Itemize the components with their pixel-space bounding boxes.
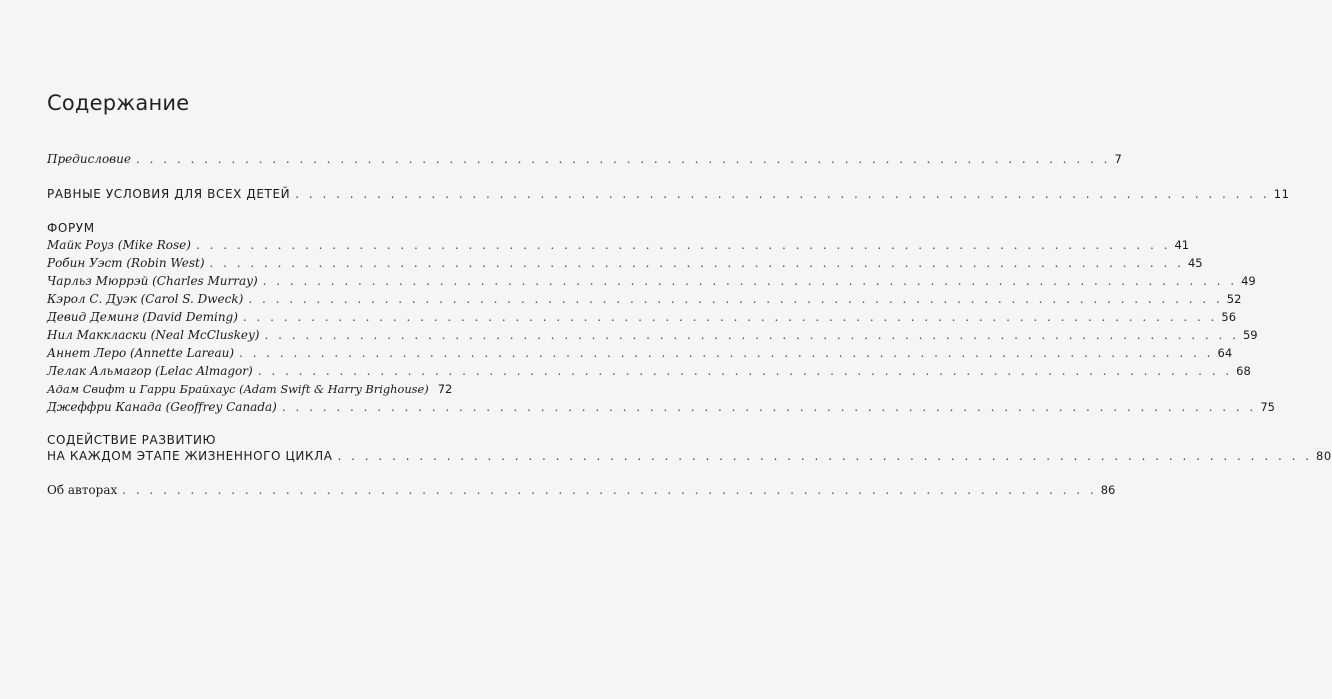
toc-entry-forum[interactable] [47,273,1256,289]
toc-entry-forum[interactable] [47,381,453,397]
toc-entry-label: Адам Свифт и Гарри Брайхаус (Adam Swift & Harry Brighouse) [47,382,429,396]
toc-entry-forum[interactable] [47,291,1242,307]
toc-entry-label: Робин Уэст (Robin West) [47,256,205,270]
toc-entry-label: Лелак Альмагор (Lelac Almagor) [47,364,253,378]
dot-leader [258,363,1232,379]
toc-entry-label: Нил Макклaски (Neal McCluskey) [47,328,260,342]
toc-entry-page: 59 [1242,328,1258,342]
toc-entry-page: 56 [1221,310,1237,324]
dot-leader [122,482,1096,498]
page-title: Содержание [47,91,190,115]
toc-entry-label: Предисловие [47,152,131,166]
dot-leader [282,399,1256,415]
toc-entry-label: РАВНЫЕ УСЛОВИЯ ДЛЯ ВСЕХ ДЕТЕЙ [47,187,291,201]
toc-entry-page: 7 [1114,152,1122,166]
toc-entry-forum[interactable] [47,399,1275,415]
toc-entry-page: 68 [1236,364,1251,378]
toc-entry-forum[interactable] [47,309,1237,325]
toc-entry-label: Джеффри Канада (Geoffrey Canada) [47,400,277,414]
toc-entry-label: Аннет Леро (Annette Lareau) [47,346,235,360]
toc-entry-label: Майк Роуз (Mike Rose) [47,238,191,252]
toc-entry-page: 86 [1100,483,1116,497]
toc-entry-preface[interactable] [47,151,1122,167]
toc-entry-forum[interactable] [47,345,1233,361]
dot-leader [210,255,1184,271]
toc-entry-forum[interactable] [47,237,1190,253]
dot-leader [243,309,1217,325]
toc-entry-page: 11 [1273,187,1290,201]
dot-leader [264,327,1238,343]
toc-entry-page: 52 [1226,292,1242,306]
toc-entry-forum[interactable] [47,255,1203,271]
toc-entry-label: Об авторах [47,483,118,497]
toc-entry-page: 41 [1174,238,1190,252]
dot-leader [239,345,1213,361]
toc-entry-authors[interactable] [47,482,1116,498]
support-heading-line1: СОДЕЙСТВИЕ РАЗВИТИЮ [47,433,217,447]
toc-entry-page: 49 [1241,274,1256,288]
toc-entry-label: Девид Деминг (David Deming) [47,310,238,324]
dot-leader [248,291,1222,307]
toc-entry-page: 75 [1260,400,1275,414]
toc-entry-support[interactable] [47,448,1332,464]
toc-entry-label: Чарльз Мюррэй (Charles Murray) [47,274,258,288]
toc-entry-label: Кэрол С. Дуэк (Carol S. Dweck) [47,292,244,306]
forum-heading: ФОРУМ [47,221,95,235]
toc-entry-page: 80 [1316,449,1332,463]
dot-leader [338,448,1312,464]
dot-leader [196,237,1170,253]
toc-entry-forum[interactable] [47,327,1258,343]
toc-entry-forum[interactable] [47,363,1251,379]
dot-leader [295,186,1269,202]
toc-entry-page: 72 [437,382,453,396]
dot-leader [263,273,1237,289]
toc-entry-label: НА КАЖДОМ ЭТАПЕ ЖИЗНЕННОГО ЦИКЛА [47,449,333,463]
dot-leader [136,151,1110,167]
toc-entry-page: 64 [1217,346,1233,360]
toc-entry-page: 45 [1187,256,1203,270]
toc-entry-equal-conditions[interactable] [47,186,1290,202]
